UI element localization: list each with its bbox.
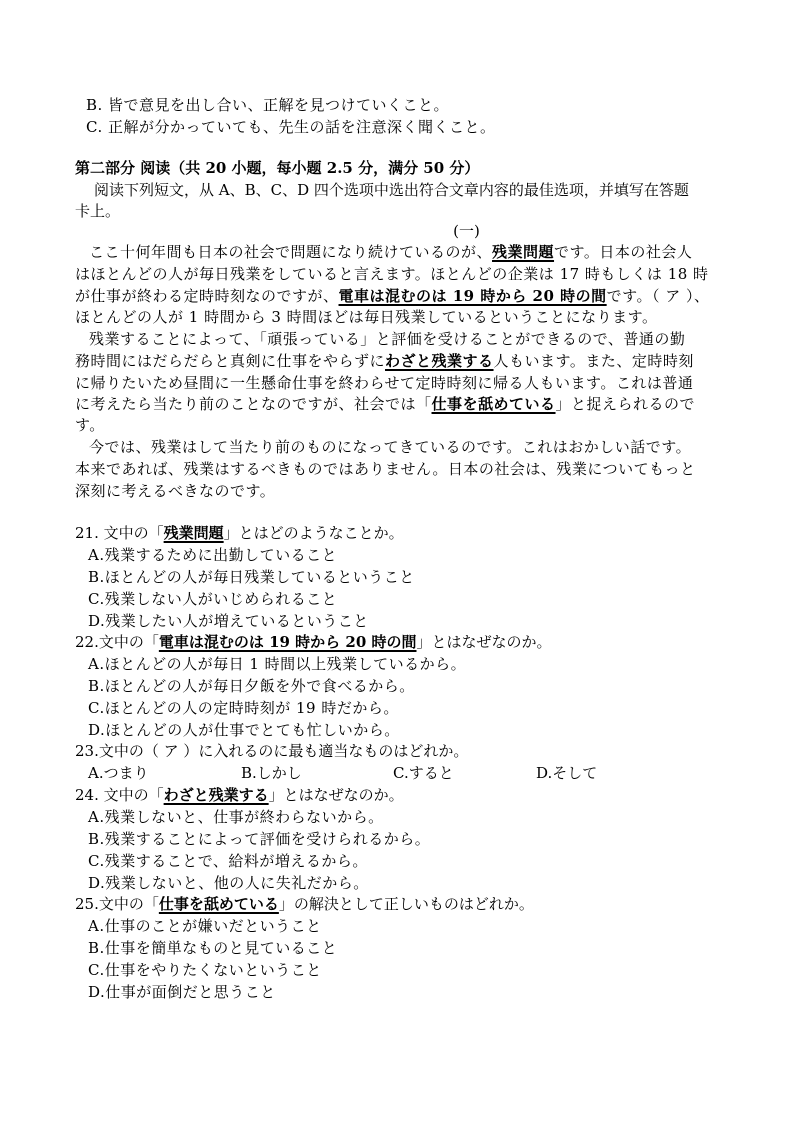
- question-21-stem: 21. 文中の「残業問題」とはどのようなことか。: [75, 524, 404, 542]
- question-21-option-b: B.ほとんどの人が毎日残業しているということ: [88, 568, 415, 586]
- question-23-option-b: B.しかし: [241, 764, 302, 782]
- underlined-phrase: 電車は混むのは 19 時から 20 時の間: [338, 287, 607, 305]
- passage-line: 深刻に考えるべきなのです。: [75, 482, 276, 500]
- question-24-stem: 24. 文中の「わざと残業する」とはなぜなのか。: [75, 786, 404, 804]
- passage-line: ここ十何年間も日本の社会で問題になり続けているのが、残業問題です。日本の社会人: [89, 243, 693, 261]
- question-25-stem: 25.文中の「仕事を舐めている」の解決として正しいものはどれか。: [75, 895, 534, 913]
- underlined-phrase: わざと残業する: [385, 352, 494, 370]
- question-25-option-d: D.仕事が面倒だと思うこと: [88, 983, 276, 1001]
- question-24-option-a: A.残業しないと、仕事が終わらないから。: [88, 808, 384, 826]
- question-23-option-a: A.つまり: [88, 764, 149, 782]
- passage-line: ほとんどの人が 1 時間から 3 時間ほどは毎日残業しているということになります。: [75, 308, 658, 326]
- question-21-option-a: A.残業するために出勤していること: [88, 546, 338, 564]
- question-25-option-b: B.仕事を簡単なものと見ていること: [88, 939, 338, 957]
- section-instructions-line2: 卡上。: [75, 202, 121, 220]
- question-22-option-d: D.ほとんどの人が仕事でとても忙しいから。: [88, 721, 400, 739]
- passage-line: 本来であれば、残業はするべきものではありません。日本の社会は、残業についてもっと: [75, 460, 696, 478]
- question-22-option-a: A.ほとんどの人が毎日 1 時間以上残業しているから。: [88, 655, 467, 673]
- question-25-option-c: C.仕事をやりたくないということ: [88, 961, 322, 979]
- underlined-phrase: 残業問題: [492, 243, 555, 261]
- section-title: 第二部分 阅读（共 20 小题，每小题 2.5 分，满分 50 分）: [75, 159, 480, 177]
- question-25-option-a: A.仕事のことが嫌いだということ: [88, 917, 322, 935]
- question-23-option-d: D.そして: [536, 764, 598, 782]
- question-23-option-c: C.すると: [393, 764, 454, 782]
- part-label: (一): [453, 222, 480, 240]
- question-23-stem: 23.文中の（ ア ）に入れるのに最も適当なものはどれか。: [75, 742, 469, 760]
- passage-line: に考えたら当たり前のことなのですが、社会では「仕事を舐めている」と捉えられるので: [75, 395, 696, 413]
- question-22-option-b: B.ほとんどの人が毎日夕飯を外で食べるから。: [88, 677, 415, 695]
- question-24-option-d: D.残業しないと、他の人に失礼だから。: [88, 874, 369, 892]
- question-21-option-d: D.残業したい人が増えているということ: [88, 612, 369, 630]
- section-instructions-line1: 阅读下列短文，从 A、B、C、D 四个选项中选出符合文章内容的最佳选项，并填写在答题: [94, 181, 689, 199]
- passage-line: す。: [75, 416, 105, 434]
- passage-line: はほとんどの人が毎日残業をしていると言えます。ほとんどの企業は 17 時もしくは 18 時: [75, 265, 709, 283]
- passage-line: に帰りたいため昼間に一生懸命仕事を終わらせて定時時刻に帰る人もいます。これは普通: [75, 374, 694, 392]
- passage-line: 残業することによって、「頑張っている」と評価を受けることができるので、普通の勤: [89, 330, 686, 348]
- prev-option-c: C. 正解が分かっていても、先生の話を注意深く聞くこと。: [86, 118, 496, 136]
- prev-option-b: B. 皆で意見を出し合い、正解を見つけていくこと。: [86, 96, 450, 114]
- question-22-stem: 22.文中の「電車は混むのは 19 時から 20 時の間」とはなぜなのか。: [75, 633, 552, 651]
- passage-line: 務時間にはだらだらと真剣に仕事をやらずにわざと残業する人もいます。また、定時時刻: [75, 352, 694, 370]
- underlined-phrase: 仕事を舐めている: [431, 395, 556, 413]
- question-21-option-c: C.残業しない人がいじめられること: [88, 590, 338, 608]
- question-22-option-c: C.ほとんどの人の定時時刻が 19 時だから。: [88, 699, 399, 717]
- passage-line: が仕事が終わる定時時刻なのですが、電車は混むのは 19 時から 20 時の間です。（ ア ）、: [75, 287, 710, 305]
- passage-line: 今では、残業はして当たり前のものになってきているのです。これはおかしい話です。: [89, 438, 692, 456]
- question-24-option-b: B.残業することによって評価を受けられるから。: [88, 830, 431, 848]
- question-24-option-c: C.残業することで、給料が増えるから。: [88, 852, 368, 870]
